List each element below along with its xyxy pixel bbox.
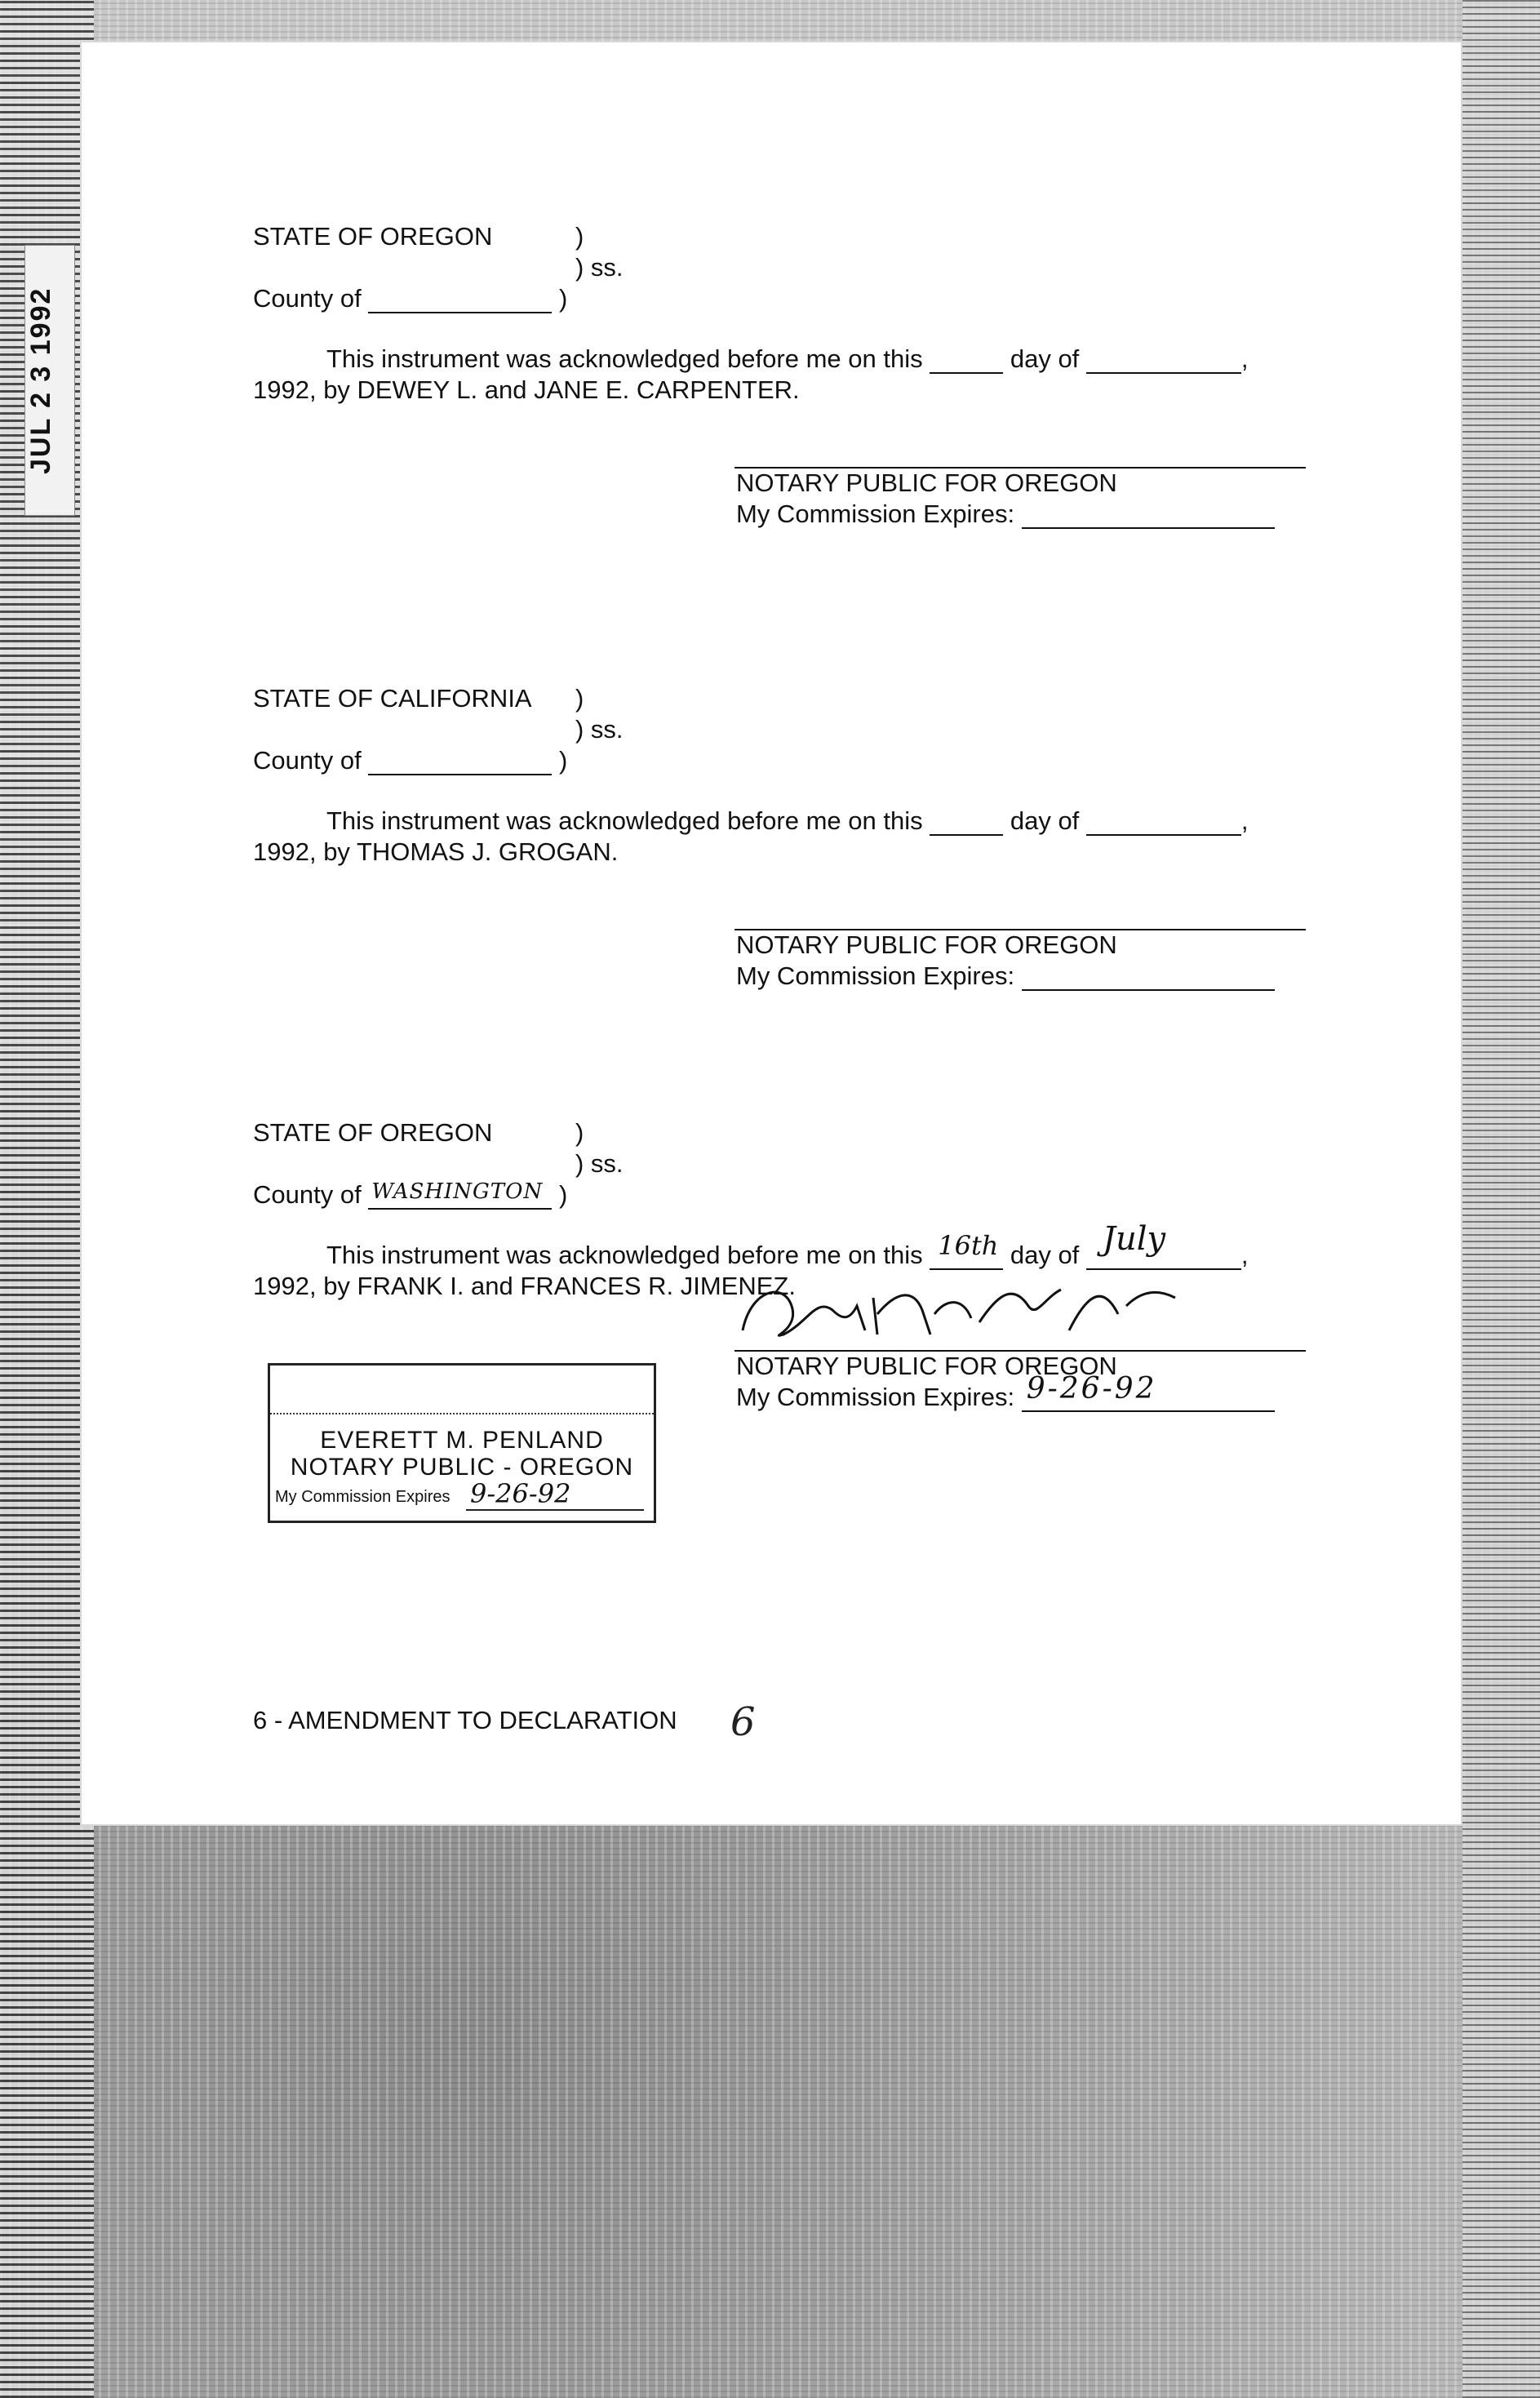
paren-2c: ) (558, 746, 568, 775)
commission-row-3 (736, 1372, 1275, 1412)
seal-notary-name: EVERETT M. PENLAND (320, 1427, 604, 1454)
document-page (82, 42, 1461, 1824)
seal-expires-value: 9-26-92 (470, 1478, 571, 1509)
county-field-2 (368, 751, 552, 775)
recorded-date-stamp: JUL 2 3 1992 (24, 245, 75, 516)
handwritten-page-number: 6 (730, 1699, 756, 1745)
ack-row-3: This instrument was acknowledged before me on this 16th day of July , (326, 1220, 1249, 1269)
month-field-1 (1086, 349, 1241, 374)
day-field-2 (930, 811, 1003, 836)
commission-row-2 (736, 961, 1275, 991)
county-label-2: County of (253, 746, 362, 775)
page-footer: 6 - AMENDMENT TO DECLARATION (253, 1706, 677, 1734)
county-handwritten-3: WASHINGTON (371, 1179, 544, 1204)
commission-handwritten-3: 9-26-92 (1026, 1372, 1157, 1405)
ack-line2-3: 1992, by FRANK I. and FRANCES R. JIMENEZ. (253, 1272, 796, 1300)
commission-field-3 (1022, 1372, 1275, 1412)
ack-row-2: This instrument was acknowledged before me on this day of , (326, 806, 1249, 835)
ss-label-1: ) ss. (575, 253, 624, 282)
ack-row-1: This instrument was acknowledged before me on this day of , (326, 344, 1249, 373)
county-label-3: County of (253, 1180, 362, 1209)
ack-text-3: This instrument was acknowledged before me on this (326, 1241, 923, 1269)
month-field-3 (1086, 1220, 1241, 1270)
paren-3a: ) (575, 1118, 584, 1147)
ss-label-3: ) ss. (575, 1149, 624, 1178)
commission-row-1 (736, 500, 1275, 529)
notary-title-1: NOTARY PUBLIC FOR OREGON (736, 468, 1117, 497)
ack-text-2: This instrument was acknowledged before me on this (326, 806, 923, 835)
seal-expires-line (466, 1509, 644, 1511)
seal-dotted-line (270, 1413, 654, 1414)
paren-2a: ) (575, 684, 584, 713)
scan-edge-right (1462, 0, 1540, 2398)
seal-notary-title: NOTARY PUBLIC - OREGON (290, 1454, 634, 1481)
state-label-3: STATE OF OREGON (253, 1118, 493, 1147)
notary-title-2: NOTARY PUBLIC FOR OREGON (736, 930, 1117, 959)
paren-1a: ) (575, 222, 584, 251)
county-row-1 (253, 284, 567, 313)
state-label-1: STATE OF OREGON (253, 222, 493, 251)
month-field-2 (1086, 811, 1241, 836)
ack-line2-2: 1992, by THOMAS J. GROGAN. (253, 837, 619, 866)
day-field-1 (930, 349, 1003, 374)
day-field-3 (930, 1230, 1003, 1270)
county-row-2 (253, 746, 567, 775)
paren-1c: ) (558, 284, 568, 313)
ss-label-2: ) ss. (575, 715, 624, 744)
notary-seal-stamp (268, 1363, 656, 1523)
day-of-1: day of (1010, 344, 1080, 373)
commission-label-3: My Commission Expires: (736, 1383, 1015, 1411)
commission-label-1: My Commission Expires: (736, 500, 1015, 528)
day-handwritten-3: 16th (938, 1230, 999, 1261)
county-row-3 (253, 1180, 567, 1210)
county-field-1 (368, 289, 552, 313)
notary-title-3: NOTARY PUBLIC FOR OREGON (736, 1352, 1117, 1380)
paren-3c: ) (558, 1180, 568, 1209)
commission-label-2: My Commission Expires: (736, 961, 1015, 990)
day-of-3: day of (1010, 1241, 1080, 1269)
state-label-2: STATE OF CALIFORNIA (253, 684, 532, 713)
day-of-2: day of (1010, 806, 1080, 835)
county-label-1: County of (253, 284, 362, 313)
commission-field-2 (1022, 966, 1275, 991)
county-field-3 (368, 1179, 552, 1210)
seal-expires-label: My Commission Expires (275, 1488, 450, 1506)
commission-field-1 (1022, 504, 1275, 529)
month-handwritten-3: July (1102, 1220, 1166, 1258)
ack-line2-1: 1992, by DEWEY L. and JANE E. CARPENTER. (253, 375, 800, 404)
notary-signature (734, 1273, 1192, 1347)
ack-text-1: This instrument was acknowledged before me on this (326, 344, 923, 373)
